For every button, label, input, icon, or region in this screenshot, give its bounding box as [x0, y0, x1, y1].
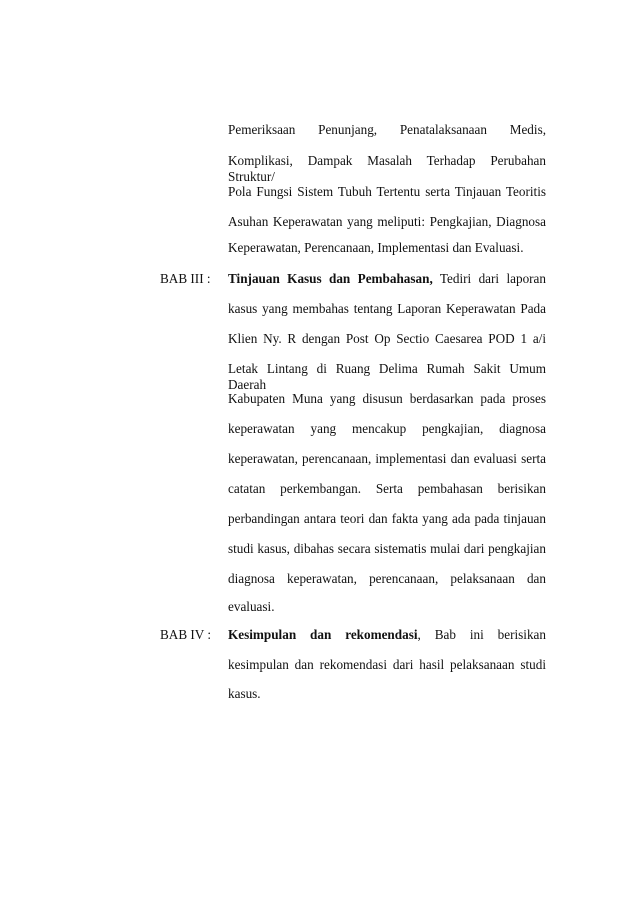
bab3-line-3: Klien Ny. R dengan Post Op Sectio Caesarea POD 1 a/i: [228, 331, 546, 346]
bab3-line-5: Kabupaten Muna yang disusun berdasarkan pada proses: [228, 391, 546, 406]
bab3-line-7: keperawatan, perencanaan, implementasi dan evaluasi serta: [228, 451, 546, 466]
bab4-label: BAB IV :: [160, 627, 212, 642]
continuation-line-2: Komplikasi, Dampak Masalah Terhadap Perubahan Struktur/: [228, 153, 546, 184]
bab3-first-line-rest: Tediri dari laporan: [432, 271, 547, 286]
continuation-line-4: Asuhan Keperawatan yang meliputi: Pengkajian, Diagnosa: [228, 214, 546, 229]
bab3-line-12: evaluasi.: [228, 599, 275, 614]
bab4-line-3: kasus.: [228, 686, 261, 701]
bab4-first-line: [228, 627, 546, 643]
bab3-line-8: catatan perkembangan. Serta pembahasan berisikan: [228, 481, 546, 496]
bab3-heading: Tinjauan Kasus dan Pembahasan,: [228, 271, 433, 286]
bab4-first-line-rest: , Bab ini berisikan: [417, 627, 546, 642]
continuation-line-3: Pola Fungsi Sistem Tubuh Tertentu serta Tinjauan Teoritis: [228, 184, 546, 199]
bab4-line-2: kesimpulan dan rekomendasi dari hasil pelaksanaan studi: [228, 657, 546, 672]
bab3-line-11: diagnosa keperawatan, perencanaan, pelaksanaan dan: [228, 571, 546, 586]
bab3-label: BAB III :: [160, 271, 211, 286]
bab3-line-6: keperawatan yang mencakup pengkajian, diagnosa: [228, 421, 546, 436]
bab3-line-2: kasus yang membahas tentang Laporan Keperawatan Pada: [228, 301, 546, 316]
bab3-first-line: [228, 271, 546, 287]
bab3-line-4: Letak Lintang di Ruang Delima Rumah Sakit Umum Daerah: [228, 361, 546, 392]
bab4-heading: Kesimpulan dan rekomendasi: [228, 627, 418, 642]
bab3-line-10: studi kasus, dibahas secara sistematis mulai dari pengkajian: [228, 541, 546, 556]
bab3-line-9: perbandingan antara teori dan fakta yang ada pada tinjauan: [228, 511, 546, 526]
continuation-line-1: Pemeriksaan Penunjang, Penatalaksanaan Medis,: [228, 122, 546, 137]
continuation-line-5: Keperawatan, Perencanaan, Implementasi dan Evaluasi.: [228, 240, 524, 255]
